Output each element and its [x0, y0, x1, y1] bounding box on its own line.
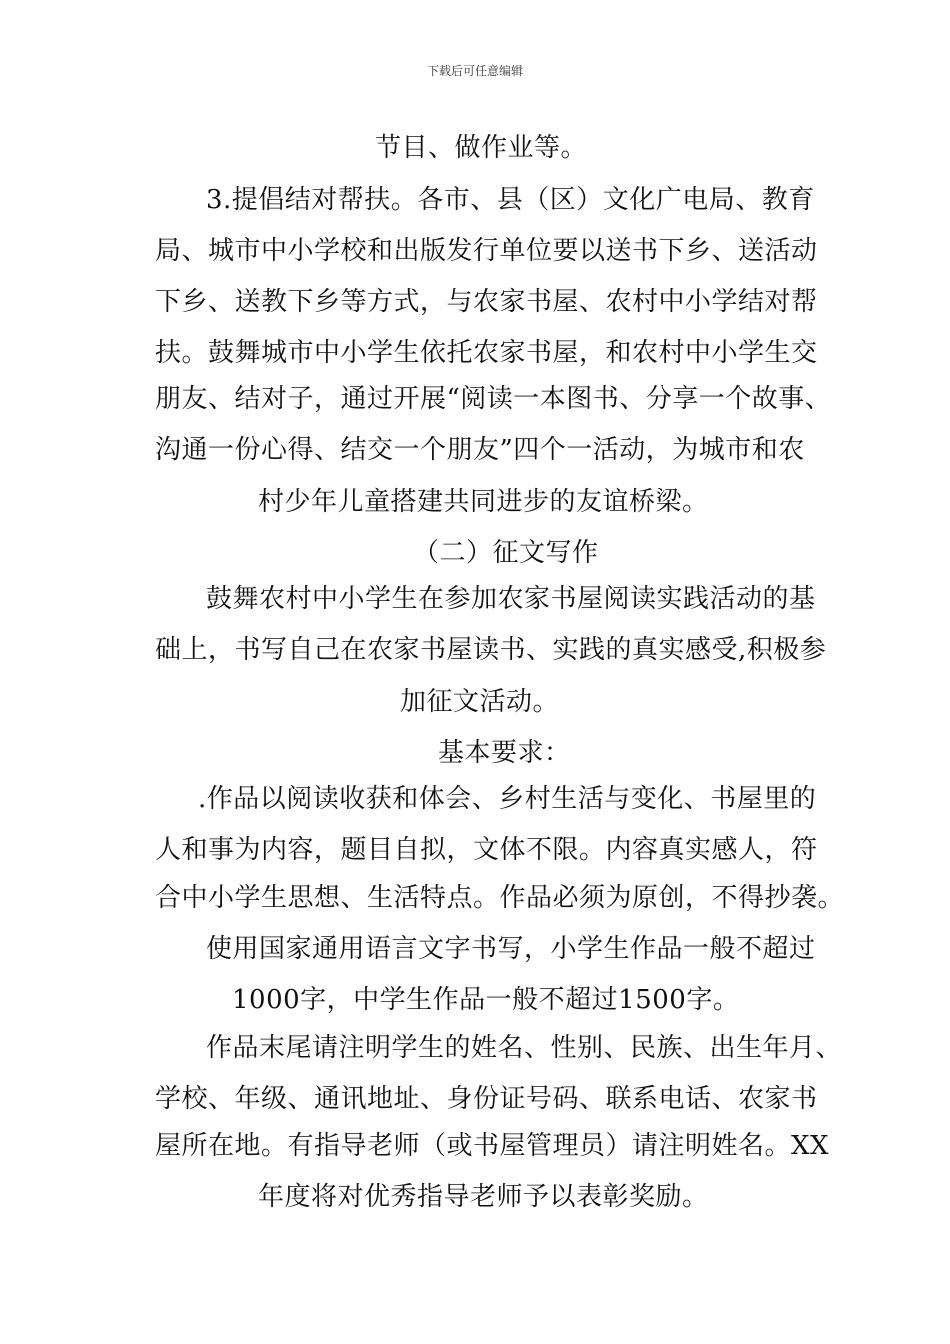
- text-line: 鼓舞农村中小学生在参加农家书屋阅读实践活动的基: [206, 584, 816, 614]
- text-line: 局、城市中小学校和出版发行单位要以送书下乡、送活动: [155, 236, 818, 266]
- text-line: 加征文活动。: [400, 687, 560, 717]
- text-line: 础上，书写自己在农家书屋读书、实践的真实感受,积极参: [155, 635, 827, 665]
- page-header: 下载后可任意编辑: [426, 64, 523, 78]
- text-line: 3.提倡结对帮扶。各市、县（区）文化广电局、教育: [206, 185, 815, 215]
- text-line: 人和事为内容，题目自拟，文体不限。内容真实感人，符: [155, 835, 818, 865]
- text-line: 1000字，中学生作品一般不超过1500字。: [232, 985, 740, 1015]
- text-line: 节目、做作业等。: [375, 133, 588, 163]
- subheading: 基本要求：: [438, 738, 571, 768]
- section-heading: （二）征文写作: [413, 538, 599, 568]
- text-line: 使用国家通用语言文字书写，小学生作品一般不超过: [206, 934, 816, 964]
- text-line: 屋所在地。有指导老师（或书屋管理员）请注明姓名。XX: [155, 1131, 830, 1161]
- text-line: 合中小学生思想、生活特点。作品必须为原创，不得抄袭。: [155, 883, 845, 913]
- text-line: 下乡、送教下乡等方式，与农家书屋、农村中小学结对帮: [155, 287, 818, 317]
- text-line: 作品末尾请注明学生的姓名、性别、民族、出生年月、: [206, 1033, 843, 1063]
- text-line: 年度将对优秀指导老师予以表彰奖励。: [258, 1182, 709, 1212]
- text-line: 沟通一份心得、结交一个朋友”四个一活动，为城市和农: [155, 435, 805, 465]
- text-line: 朋友、结对子，通过开展“阅读一本图书、分享一个故事、: [155, 384, 832, 414]
- text-line: 学校、年级、通讯地址、身份证号码、联系电话、农家书: [155, 1084, 818, 1114]
- text-line: 扶。鼓舞城市中小学生依托农家书屋，和农村中小学生交: [155, 338, 818, 368]
- text-line: 村少年儿童搭建共同进步的友谊桥梁。: [258, 487, 709, 517]
- text-line: .作品以阅读收获和体会、乡村生活与变化、书屋里的: [198, 784, 817, 814]
